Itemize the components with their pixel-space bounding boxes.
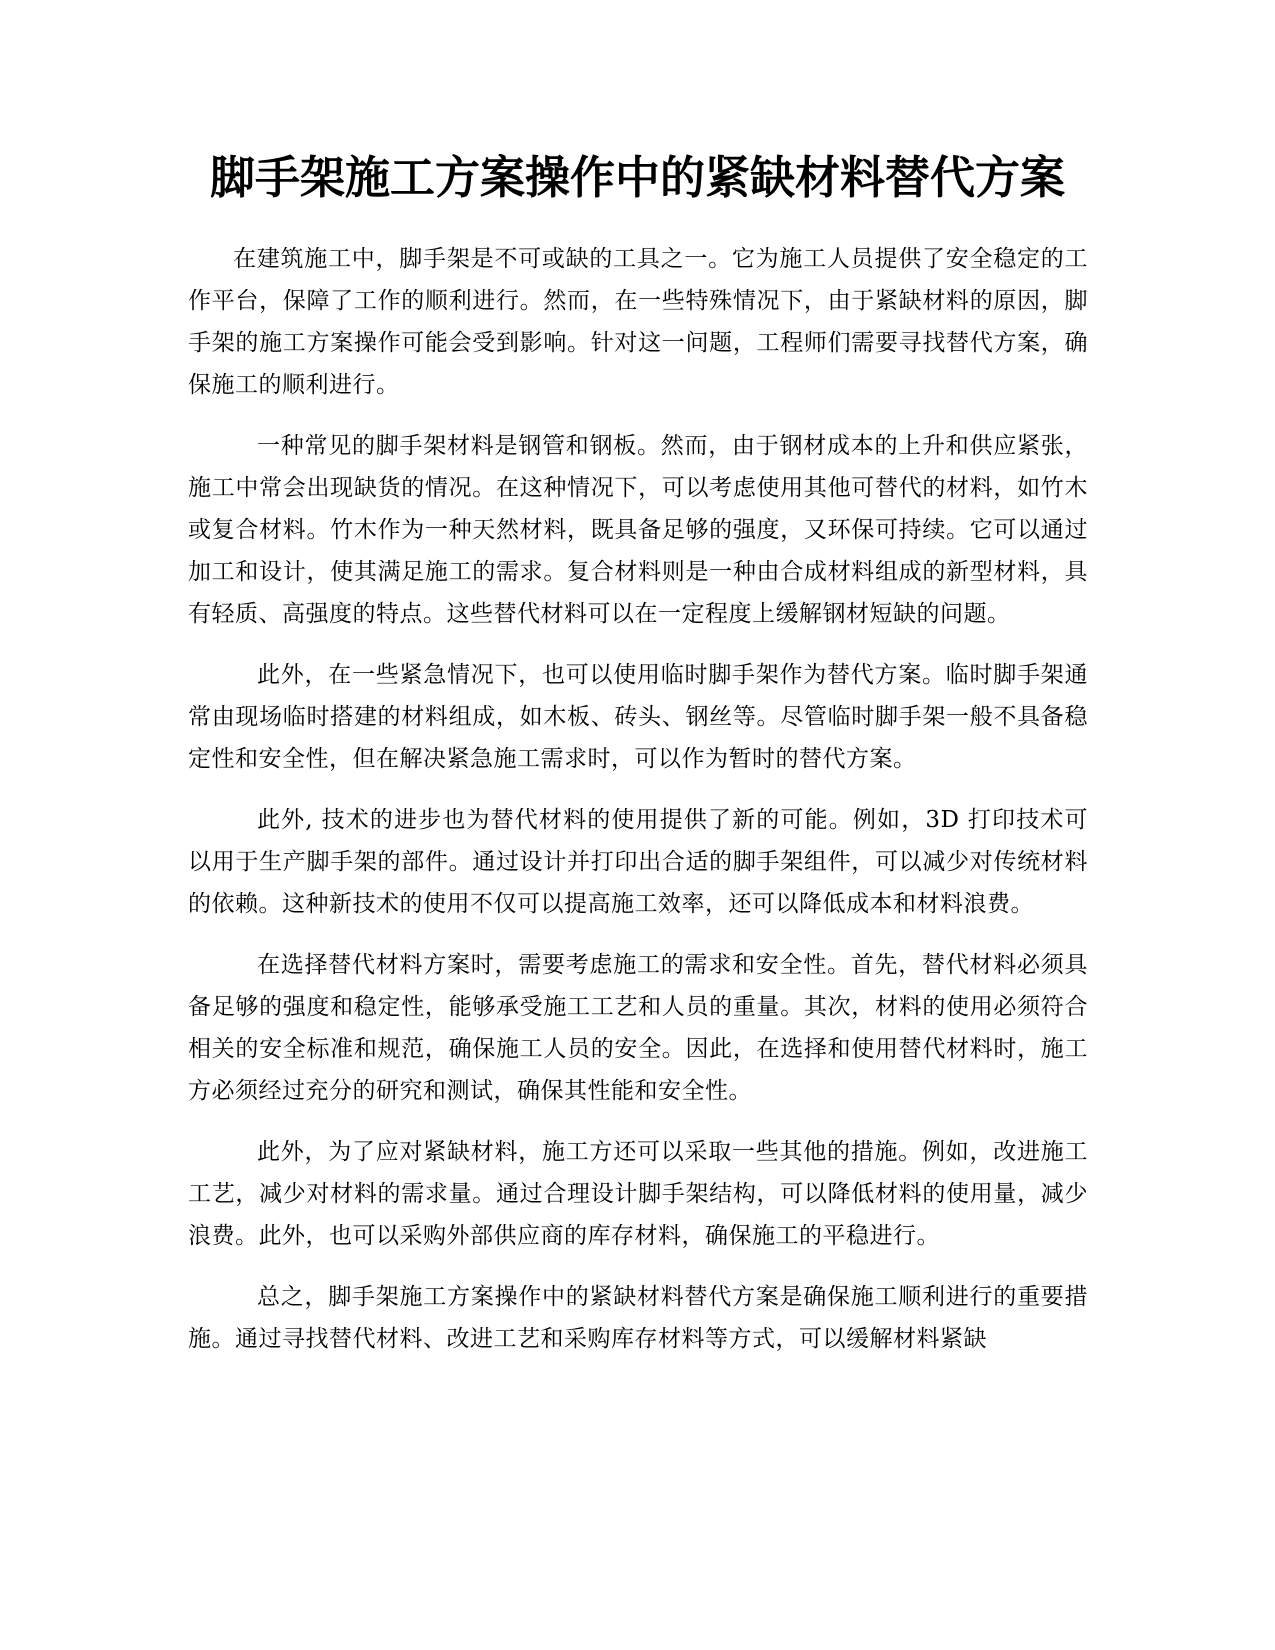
document-body xyxy=(188,238,1088,1379)
paragraph-safety-requirements: 在选择替代材料方案时，需要考虑施工的需求和安全性。首先，替代材料必须具备足够的强度和稳定性，能够承受施工工艺和人员的重量。其次，材料的使用必须符合相关的安全标准和规范，确保施工人员的安全。因此，在选择和使用替代材料时，施工方必须经过充分的研究和测试，确保其性能和安全性。 xyxy=(188,952,1088,1104)
paragraph-conclusion: 总之，脚手架施工方案操作中的紧缺材料替代方案是确保施工顺利进行的重要措施。通过寻找替代材料、改进工艺和采购库存材料等方式，可以缓解材料紧缺 xyxy=(188,1284,1088,1352)
paragraph-intro: 在建筑施工中，脚手架是不可或缺的工具之一。它为施工人员提供了安全稳定的工作平台，保障了工作的顺利进行。然而，在一些特殊情况下，由于紧缺材料的原因，脚手架的施工方案操作可能会受到影响。针对这一问题，工程师们需要寻找替代方案，确保施工的顺利进行。 xyxy=(188,246,1088,398)
paragraph-steel-alternatives: 一种常见的脚手架材料是钢管和钢板。然而，由于钢材成本的上升和供应紧张，施工中常会出现缺货的情况。在这种情况下，可以考虑使用其他可替代的材料，如竹木或复合材料。竹木作为一种天然材料，既具备足够的强度，又环保可持续。它可以通过加工和设计，使其满足施工的需求。复合材料则是一种由合成材料组成的新型材料，具有轻质、高强度的特点。这些替代材料可以在一定程度上缓解钢材短缺的问题。 xyxy=(188,433,1088,627)
page-title: 脚手架施工方案操作中的紧缺材料替代方案 xyxy=(209,151,1065,204)
paragraph-3d-printing: 此外, 技术的进步也为替代材料的使用提供了新的可能。例如，3D 打印技术可以用于生产脚手架的部件。通过设计并打印出合适的脚手架组件，可以减少对传统材料的依赖。这种新技术的使用不仅可以提高施工效率，还可以降低成本和材料浪费。 xyxy=(188,807,1088,917)
paragraph-other-measures: 此外，为了应对紧缺材料，施工方还可以采取一些其他的措施。例如，改进施工工艺，减少对材料的需求量。通过合理设计脚手架结构，可以降低材料的使用量，减少浪费。此外，也可以采购外部供应商的库存材料，确保施工的平稳进行。 xyxy=(188,1139,1088,1249)
paragraph-temporary-scaffold: 此外，在一些紧急情况下，也可以使用临时脚手架作为替代方案。临时脚手架通常由现场临时搭建的材料组成，如木板、砖头、钢丝等。尽管临时脚手架一般不具备稳定性和安全性，但在解决紧急施工需求时，可以作为暂时的替代方案。 xyxy=(188,662,1088,772)
